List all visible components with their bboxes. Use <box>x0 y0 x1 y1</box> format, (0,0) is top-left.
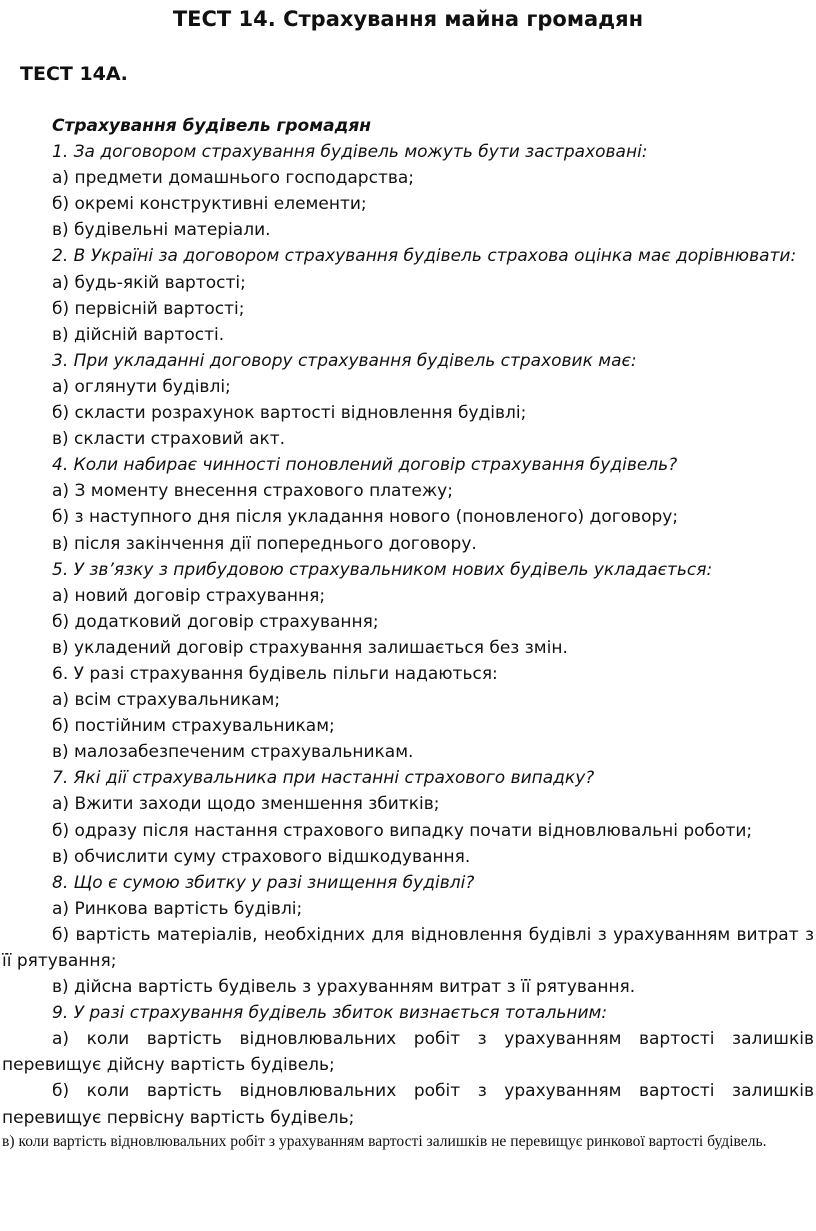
question-5: 5. У зв’язку з прибудовою страхувальником нових будівель укладається: <box>52 559 713 580</box>
answer-6b: б) постійним страхувальникам; <box>52 716 335 737</box>
answer-8c: в) дійсна вартість будівель з урахуванням витрат з її рятування. <box>52 977 636 998</box>
question-6: 6. У разі страхування будівель пільги надаються: <box>52 663 498 684</box>
question-9: 9. У разі страхування будівель збиток визнається тотальним: <box>52 1003 608 1024</box>
test-body <box>2 113 814 1153</box>
question-1: 1. За договором страхування будівель можуть бути застраховані: <box>52 142 648 163</box>
answer-1a: а) предмети домашнього господарства; <box>52 168 415 189</box>
answer-4a: а) З моменту внесення страхового платежу; <box>52 481 453 502</box>
answer-1b: б) окремі конструктивні елементи; <box>52 194 367 215</box>
section-heading: Страхування будівель громадян <box>52 116 371 136</box>
question-2: 2. В Україні за договором страхування будівель страхова оцінка має дорівнювати: <box>52 246 797 267</box>
test-subtitle: ТЕСТ 14А. <box>20 63 128 85</box>
question-8: 8. Що є сумою збитку у разі знищення будівлі? <box>52 872 475 893</box>
answer-2a: а) будь-якій вартості; <box>52 272 246 293</box>
document-title: ТЕСТ 14. Страхування майна громадян <box>172 7 644 31</box>
question-3: 3. При укладанні договору страхування будівель страховик має: <box>52 350 637 371</box>
answer-9a: а) коли вартість відновлювальних робіт з урахуванням вартості залишків перевищує дійсну вартість будівель; <box>2 1029 814 1076</box>
answer-2b: б) первісній вартості; <box>52 298 245 319</box>
answer-5c: в) укладений договір страхування залишається без змін. <box>52 637 568 658</box>
answer-6a: а) всім страхувальникам; <box>52 690 281 711</box>
answer-3a: а) оглянути будівлі; <box>52 376 231 397</box>
answer-9b: б) коли вартість відновлювальних робіт з урахуванням вартості залишків перевищує первісну вартість будівель; <box>2 1081 814 1128</box>
answer-3b: б) скласти розрахунок вартості відновлення будівлі; <box>52 403 527 424</box>
answer-4b: б) з наступного дня після укладання нового (поновленого) договору; <box>52 507 679 528</box>
answer-8b: б) вартість матеріалів, необхідних для відновлення будівлі з урахуванням витрат з її рятування; <box>2 924 814 971</box>
answer-8a: а) Ринкова вартість будівлі; <box>52 898 303 919</box>
question-4: 4. Коли набирає чинності поновлений договір страхування будівель? <box>52 455 678 476</box>
answer-4c: в) після закінчення дії попереднього договору. <box>52 533 477 554</box>
answer-1c: в) будівельні матеріали. <box>52 220 271 241</box>
answer-9c: в) коли вартість відновлювальних робіт з урахуванням вартості залишків не перевищує ринкової вартості будівель. <box>2 1132 767 1150</box>
answer-5a: а) новий договір страхування; <box>52 585 326 606</box>
answer-3c: в) скласти страховий акт. <box>52 429 286 450</box>
answer-5b: б) додатковий договір страхування; <box>52 611 379 632</box>
question-7: 7. Які дії страхувальника при настанні страхового випадку? <box>52 768 595 789</box>
answer-7c: в) обчислити суму страхового відшкодування. <box>52 846 471 867</box>
answer-7b: б) одразу після настання страхового випадку почати відновлювальні роботи; <box>52 820 753 841</box>
answer-2c: в) дійсній вартості. <box>52 324 225 345</box>
answer-7a: а) Вжити заходи щодо зменшення збитків; <box>52 794 440 815</box>
answer-6c: в) малозабезпеченим страхувальникам. <box>52 742 414 763</box>
